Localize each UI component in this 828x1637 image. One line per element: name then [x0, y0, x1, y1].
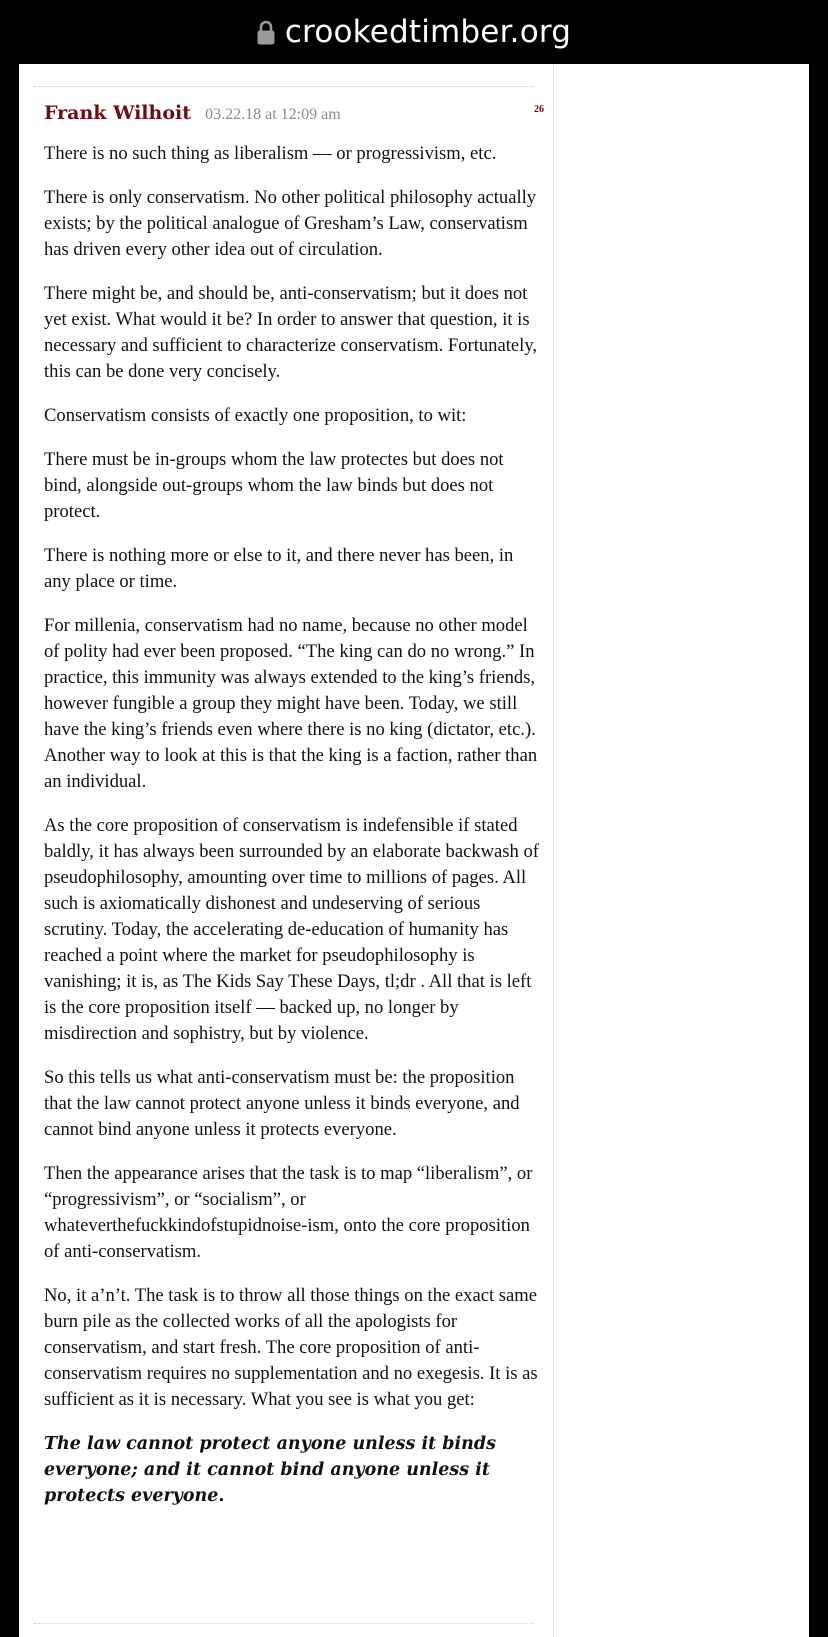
comment-emphasis-paragraph: The law cannot protect anyone unless it binds everyone; and it cannot bind anyone unless it protects everyone. — [44, 1434, 496, 1506]
comment-paragraph: There is no such thing as liberalism — or progressivism, etc. — [44, 143, 497, 164]
comment-author-link[interactable]: Frank Wilhoit — [44, 102, 191, 124]
comment-paragraph: There must be in-groups whom the law protectes but does not bind, alongside out-groups whom the law binds but does not protect. — [44, 449, 504, 522]
comment-paragraph: So this tells us what anti-conservatism must be: the proposition that the law cannot protect anyone unless it binds everyone, and cannot bind anyone unless it protects everyone. — [44, 1067, 520, 1140]
comment-paragraph: As the core proposition of conservatism is indefensible if stated baldly, it has always been surrounded by an elaborate backwash of pseudophilosophy, amounting over time to millions of pages. All such is axiomatically dishonest and undeserving of serious scrutiny. Today, the accelerating de-education of humanity has reached a point where the market for pseudophilosophy is vanishing; it is, as The Kids Say These Days, tl;dr . All that is left is the core proposition itself — backed up, no longer by misdirection and sophistry, but by violence. — [44, 815, 539, 1044]
lock-icon — [257, 20, 275, 46]
comment-paragraph: For millenia, conservatism had no name, because no other model of polity had ever been proposed. “The king can do no wrong.” In practice, this immunity was always extended to the king’s friends, however fungible a group they might have been. Today, we still have the king’s friends even where there is no king (dictator, etc.). Another way to look at this is that the king is a faction, rather than an individual. — [44, 615, 538, 792]
comment-permalink-number[interactable]: 26 — [534, 104, 544, 115]
comment-divider-bottom — [34, 1623, 534, 1624]
address-bar[interactable] — [0, 0, 828, 64]
comment-paragraph: Then the appearance arises that the task is to map “liberalism”, or “progressivism”, or “socialism”, or whateverthefuckkindofstupidnoise-ism, onto the core proposition of anti-conservatism. — [44, 1163, 533, 1262]
comment-meta — [44, 102, 544, 128]
comment-paragraph: No, it a’n’t. The task is to throw all those things on the exact same burn pile as the collected works of all the apologists for conservatism, and start fresh. The core proposition of anti-conservatism requires no supplementation and no exegesis. It is as sufficient as it is necessary. What you see is what you get: — [44, 1285, 538, 1410]
comment-paragraph: There might be, and should be, anti-conservatism; but it does not yet exist. What would it be? In order to answer that question, it is necessary and sufficient to characterize conservatism. Fortunately, this can be done very concisely. — [44, 283, 538, 382]
comment-paragraph: Conservatism consists of exactly one proposition, to wit: — [44, 405, 467, 426]
comment-paragraph: There is nothing more or else to it, and there never has been, in any place or time. — [44, 545, 514, 592]
comment-date[interactable]: 03.22.18 at 12:09 am — [205, 106, 341, 123]
comment-body — [44, 141, 544, 1509]
comment-divider-top — [34, 86, 534, 87]
url-text: crookedtimber.org — [284, 14, 572, 50]
comment-paragraph: There is only conservatism. No other political philosophy actually exists; by the political analogue of Gresham’s Law, conservatism has driven every other idea out of circulation. — [44, 187, 537, 260]
page-content — [19, 64, 809, 1637]
sidebar-divider — [553, 64, 554, 1637]
comment — [44, 102, 544, 1527]
